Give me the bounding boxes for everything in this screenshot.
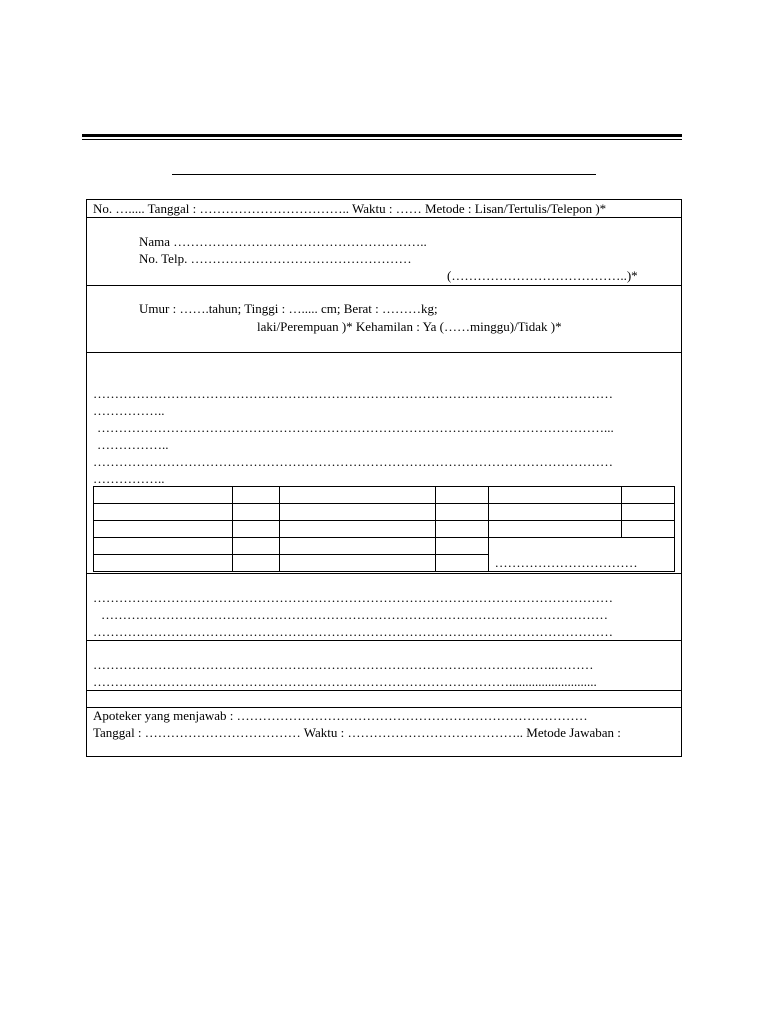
divider	[87, 217, 681, 218]
name-field[interactable]: Nama …………………………………………………..	[139, 234, 427, 249]
table-cell[interactable]	[435, 487, 488, 504]
medication-table	[93, 486, 675, 572]
table-cell[interactable]	[435, 504, 488, 521]
table-cell[interactable]	[280, 538, 435, 555]
answer-date-line[interactable]: Tanggal : ……………………………… Waktu : ………………………………….. Metode Jawaban :	[93, 725, 621, 740]
divider	[87, 285, 681, 286]
table-cell[interactable]	[94, 487, 233, 504]
record-info-line: No. …..... Tanggal : …………………………….. Waktu : …… Metode : Lisan/Tertulis/Telepon )*	[93, 201, 607, 216]
table-row	[94, 538, 675, 555]
table-note-cell[interactable]: ……………………………	[488, 538, 674, 572]
table-row	[94, 504, 675, 521]
table-cell[interactable]	[94, 521, 233, 538]
table-cell[interactable]	[621, 504, 674, 521]
question-line[interactable]: …………………………………………………………………………………………………………	[93, 386, 613, 401]
header-double-rule-top	[82, 134, 682, 137]
title-underline	[172, 174, 596, 175]
table-cell[interactable]	[233, 538, 280, 555]
pharmacist-line[interactable]: Apoteker yang menjawab : ………………………………………………………………………	[93, 708, 588, 723]
patient-sex-pregnancy-line[interactable]: laki/Perempuan )* Kehamilan : Ya (……minggu)/Tidak )*	[257, 319, 562, 334]
table-cell[interactable]	[280, 555, 435, 572]
table-cell[interactable]	[488, 521, 621, 538]
answer-line[interactable]: ………………………………………………………………………………………………………	[101, 607, 608, 622]
question-line[interactable]: ……………..	[97, 437, 169, 452]
table-cell[interactable]	[435, 521, 488, 538]
question-line[interactable]: ………………………………………………………………………………………………………...	[97, 420, 614, 435]
table-cell[interactable]	[233, 504, 280, 521]
table-cell[interactable]	[488, 487, 621, 504]
reference-line[interactable]: ……………………………………………………………………………………...........................	[93, 674, 597, 689]
patient-vitals-line[interactable]: Umur : …….tahun; Tinggi : …..... cm; Berat : ………kg;	[139, 301, 438, 316]
divider	[87, 690, 681, 691]
table-cell[interactable]	[94, 504, 233, 521]
table-cell[interactable]	[233, 521, 280, 538]
table-row	[94, 521, 675, 538]
table-cell[interactable]	[621, 521, 674, 538]
table-cell[interactable]	[233, 555, 280, 572]
table-cell[interactable]	[435, 555, 488, 572]
divider	[87, 573, 681, 574]
table-cell[interactable]	[280, 504, 435, 521]
header-double-rule-bottom	[82, 139, 682, 140]
divider	[87, 352, 681, 353]
table-cell[interactable]	[94, 538, 233, 555]
answer-line[interactable]: …………………………………………………………………………………………………………	[93, 624, 613, 639]
table-cell[interactable]	[435, 538, 488, 555]
question-line[interactable]: ……………..	[93, 471, 165, 486]
table-cell[interactable]	[280, 487, 435, 504]
table-cell[interactable]	[94, 555, 233, 572]
table-cell[interactable]	[488, 504, 621, 521]
question-line[interactable]: …………………………………………………………………………………………………………	[93, 454, 613, 469]
identity-paren-field[interactable]: (…………………………………..)*	[447, 268, 638, 283]
answer-line[interactable]: …………………………………………………………………………………………………………	[93, 590, 613, 605]
table-cell[interactable]	[621, 487, 674, 504]
divider	[87, 640, 681, 641]
reference-line[interactable]: ……………………………………………………………………………………………..………	[93, 657, 594, 672]
table-cell[interactable]	[280, 521, 435, 538]
phone-field[interactable]: No. Telp. ……………………………………………	[139, 251, 412, 266]
table-row	[94, 487, 675, 504]
table-cell[interactable]	[233, 487, 280, 504]
consultation-form	[86, 199, 682, 757]
question-line[interactable]: ……………..	[93, 403, 165, 418]
